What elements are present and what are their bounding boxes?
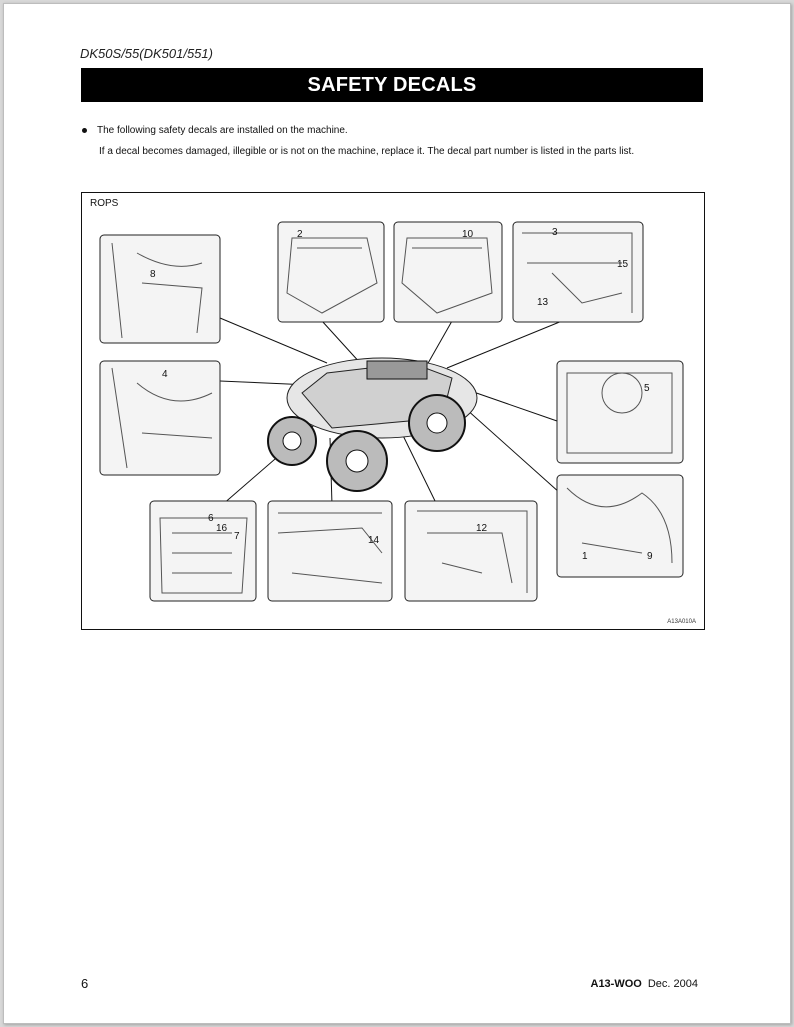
- callout-label: 9: [647, 551, 653, 562]
- safety-decal-figure: [81, 192, 705, 630]
- doc-date: Dec. 2004: [647, 978, 698, 990]
- footer-info: [591, 978, 699, 990]
- inset-10: [394, 222, 502, 322]
- callout-label: 3: [552, 227, 558, 238]
- inset-1-9: [557, 475, 683, 577]
- callout-label: 16: [216, 523, 228, 534]
- tractor-illustration: [268, 358, 477, 491]
- rops-label: ROPS: [90, 198, 119, 209]
- bullet-text: The following safety decals are installed on the machine.: [97, 125, 348, 136]
- callout-label: 1: [582, 551, 588, 562]
- inset-5: [557, 361, 683, 463]
- callout-label: 6: [208, 513, 214, 524]
- doc-code: A13-WOO: [590, 978, 642, 990]
- inset-4: [100, 361, 220, 475]
- callout-label: 5: [644, 383, 650, 394]
- callout-label: 13: [537, 297, 549, 308]
- model-header: DK50S/55(DK501/551): [80, 46, 213, 61]
- callout-label: 14: [368, 535, 380, 546]
- inset-3-15-13: [513, 222, 643, 322]
- manual-page: [3, 3, 791, 1024]
- inset-6-16-7: [150, 501, 256, 601]
- callout-label: 10: [462, 229, 474, 240]
- inset-2: [278, 222, 384, 322]
- bullet-dot-icon: [82, 128, 87, 133]
- page-title: SAFETY DECALS: [81, 68, 703, 102]
- callout-label: 15: [617, 259, 629, 270]
- callout-label: 12: [476, 523, 488, 534]
- figure-code: A13A010A: [667, 619, 696, 625]
- inset-12: [405, 501, 537, 601]
- tractor-diagram: [82, 193, 704, 629]
- inset-14: [268, 501, 392, 601]
- callout-label: 4: [162, 369, 168, 380]
- page-number: 6: [81, 976, 89, 991]
- bullet-item: [82, 125, 348, 136]
- callout-label: 7: [234, 531, 240, 542]
- intro-paragraph: If a decal becomes damaged, illegible or is not on the machine, replace it. The decal part number is listed in the parts list.: [99, 146, 635, 157]
- callout-label: 8: [150, 269, 156, 280]
- callout-label: 2: [297, 229, 303, 240]
